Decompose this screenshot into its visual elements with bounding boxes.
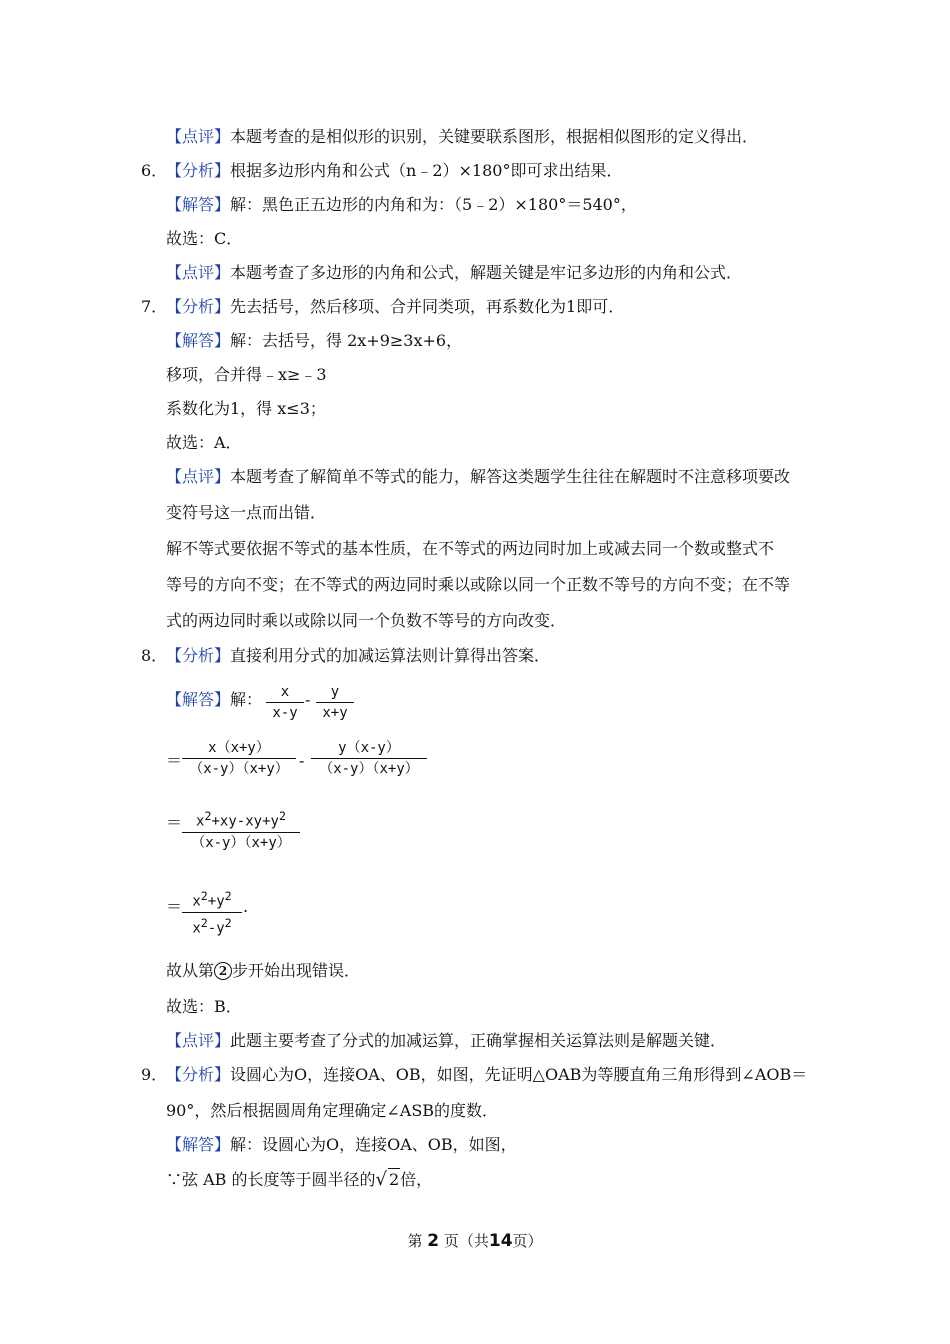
analysis-tag: 【分析】 bbox=[166, 1065, 231, 1084]
numerator: x bbox=[280, 684, 290, 700]
q9-solution bbox=[166, 1134, 517, 1156]
fraction-y-over-x-plus-y bbox=[316, 682, 354, 723]
analysis-line1: 设圆心为O，连接OA、OB，如图，先证明△OAB为等腰直角三角形得到∠AOB＝ bbox=[230, 1065, 808, 1084]
q5-review bbox=[166, 126, 758, 148]
solution-text: 解：设圆心为O，连接OA、OB，如图， bbox=[230, 1135, 517, 1154]
q7-step2: 移项，合并得﹣x≥﹣3 bbox=[166, 365, 327, 384]
q6-analysis bbox=[166, 160, 622, 182]
review-line1: 本题考查了解简单不等式的能力，解答这类题学生往往在解题时不注意移项要改 bbox=[230, 467, 791, 486]
solution-tag: 【解答】 bbox=[166, 1135, 231, 1154]
analysis-tag: 【分析】 bbox=[166, 297, 231, 316]
q8-solution bbox=[166, 689, 262, 711]
denominator: （x-y）（x+y） bbox=[319, 761, 419, 777]
circled-number: 2 bbox=[214, 962, 232, 980]
numerator: y bbox=[330, 684, 340, 700]
q6-solution bbox=[166, 194, 637, 216]
minus-sign: - bbox=[299, 751, 305, 770]
solution-text: 解：黑色正五边形的内角和为：（5﹣2）×180°＝540°， bbox=[230, 195, 637, 214]
analysis-text: 直接利用分式的加减运算法则计算得出答案． bbox=[230, 646, 551, 665]
solution-tag: 【解答】 bbox=[166, 195, 231, 214]
numerator: $x^2+xy-xy+y^2$ bbox=[196, 809, 286, 830]
page-footer: 第 2 页（共14页） bbox=[407, 1231, 543, 1251]
review-text: 本题考查了多边形的内角和公式，解题关键是牢记多边形的内角和公式． bbox=[230, 263, 743, 282]
fraction-x-over-x-minus-y bbox=[266, 682, 304, 723]
numerator: $x^2+y^2$ bbox=[192, 889, 232, 910]
analysis-text: 先去括号，然后移项、合并同类项，再系数化为1即可． bbox=[230, 297, 625, 316]
q7-para-line3: 式的两边同时乘以或除以同一个负数不等号的方向改变． bbox=[166, 611, 567, 630]
solution-text: 解：去括号，得 2x+9≥3x+6， bbox=[230, 331, 463, 350]
q9-analysis-line2: 90°，然后根据圆周角定理确定∠ASB的度数． bbox=[166, 1101, 499, 1120]
analysis-tag: 【分析】 bbox=[166, 646, 231, 665]
denominator: x+y bbox=[322, 705, 348, 721]
fraction-step2-b bbox=[311, 738, 427, 779]
q6-review bbox=[166, 262, 742, 284]
review-tag: 【点评】 bbox=[166, 263, 231, 282]
q7-step3: 系数化为1，得 x≤3； bbox=[166, 399, 326, 418]
q7-review bbox=[166, 466, 790, 488]
numerator: y（x-y） bbox=[338, 740, 400, 756]
solution-tag: 【解答】 bbox=[166, 331, 231, 350]
q8-analysis bbox=[166, 645, 550, 667]
question-number-7: 7． bbox=[141, 297, 168, 316]
equals-sign: ＝ bbox=[166, 813, 183, 832]
review-tag: 【点评】 bbox=[166, 127, 231, 146]
q9-chord-line: ∵弦 AB 的长度等于圆半径的√ 2倍， bbox=[166, 1169, 433, 1190]
fraction-step3 bbox=[182, 806, 300, 853]
question-number-6: 6． bbox=[141, 161, 168, 180]
solution-prefix: 解： bbox=[230, 690, 263, 709]
q7-para-line2: 等号的方向不变；在不等式的两边同时乘以或除以同一个正数不等号的方向不变；在不等 bbox=[166, 575, 791, 594]
q9-analysis bbox=[166, 1064, 807, 1086]
q7-solution bbox=[166, 330, 462, 352]
denominator: $x^2-y^2$ bbox=[192, 915, 232, 937]
review-text: 本题考查的是相似形的识别，关键要联系图形，根据相似图形的定义得出． bbox=[230, 127, 759, 146]
analysis-tag: 【分析】 bbox=[166, 161, 231, 180]
q8-error-step: 故从第 2 步开始出现错误． bbox=[166, 961, 361, 980]
period: . bbox=[243, 897, 249, 916]
question-number-8: 8． bbox=[141, 646, 168, 665]
equals-sign: ＝ bbox=[166, 751, 183, 770]
q7-analysis bbox=[166, 296, 624, 318]
q8-choice: 故选：B． bbox=[166, 997, 242, 1016]
minus-sign: - bbox=[305, 690, 311, 709]
denominator: （x-y）（x+y） bbox=[189, 761, 289, 777]
q6-choice: 故选：C． bbox=[166, 229, 243, 248]
solution-tag: 【解答】 bbox=[166, 690, 231, 709]
page-total: 14 bbox=[488, 1231, 513, 1251]
q7-para-line1: 解不等式要依据不等式的基本性质，在不等式的两边同时加上或减去同一个数或整式不 bbox=[166, 539, 775, 558]
fraction-step2-a bbox=[182, 738, 296, 779]
sqrt-radicand: 2 bbox=[388, 1170, 400, 1189]
question-number-9: 9． bbox=[141, 1065, 168, 1084]
q7-choice: 故选：A． bbox=[166, 433, 242, 452]
fraction-step4 bbox=[182, 886, 242, 938]
q8-review bbox=[166, 1030, 726, 1052]
q7-review-line2: 变符号这一点而出错． bbox=[166, 503, 327, 522]
denominator: x-y bbox=[272, 705, 298, 721]
analysis-text: 根据多边形内角和公式（n﹣2）×180°即可求出结果． bbox=[230, 161, 623, 180]
equals-sign: ＝ bbox=[166, 897, 183, 916]
numerator: x（x+y） bbox=[208, 740, 270, 756]
page-number: 2 bbox=[427, 1231, 440, 1251]
denominator: （x-y）（x+y） bbox=[191, 834, 291, 851]
review-text: 此题主要考查了分式的加减运算，正确掌握相关运算法则是解题关键． bbox=[230, 1031, 727, 1050]
review-tag: 【点评】 bbox=[166, 1031, 231, 1050]
review-tag: 【点评】 bbox=[166, 467, 231, 486]
